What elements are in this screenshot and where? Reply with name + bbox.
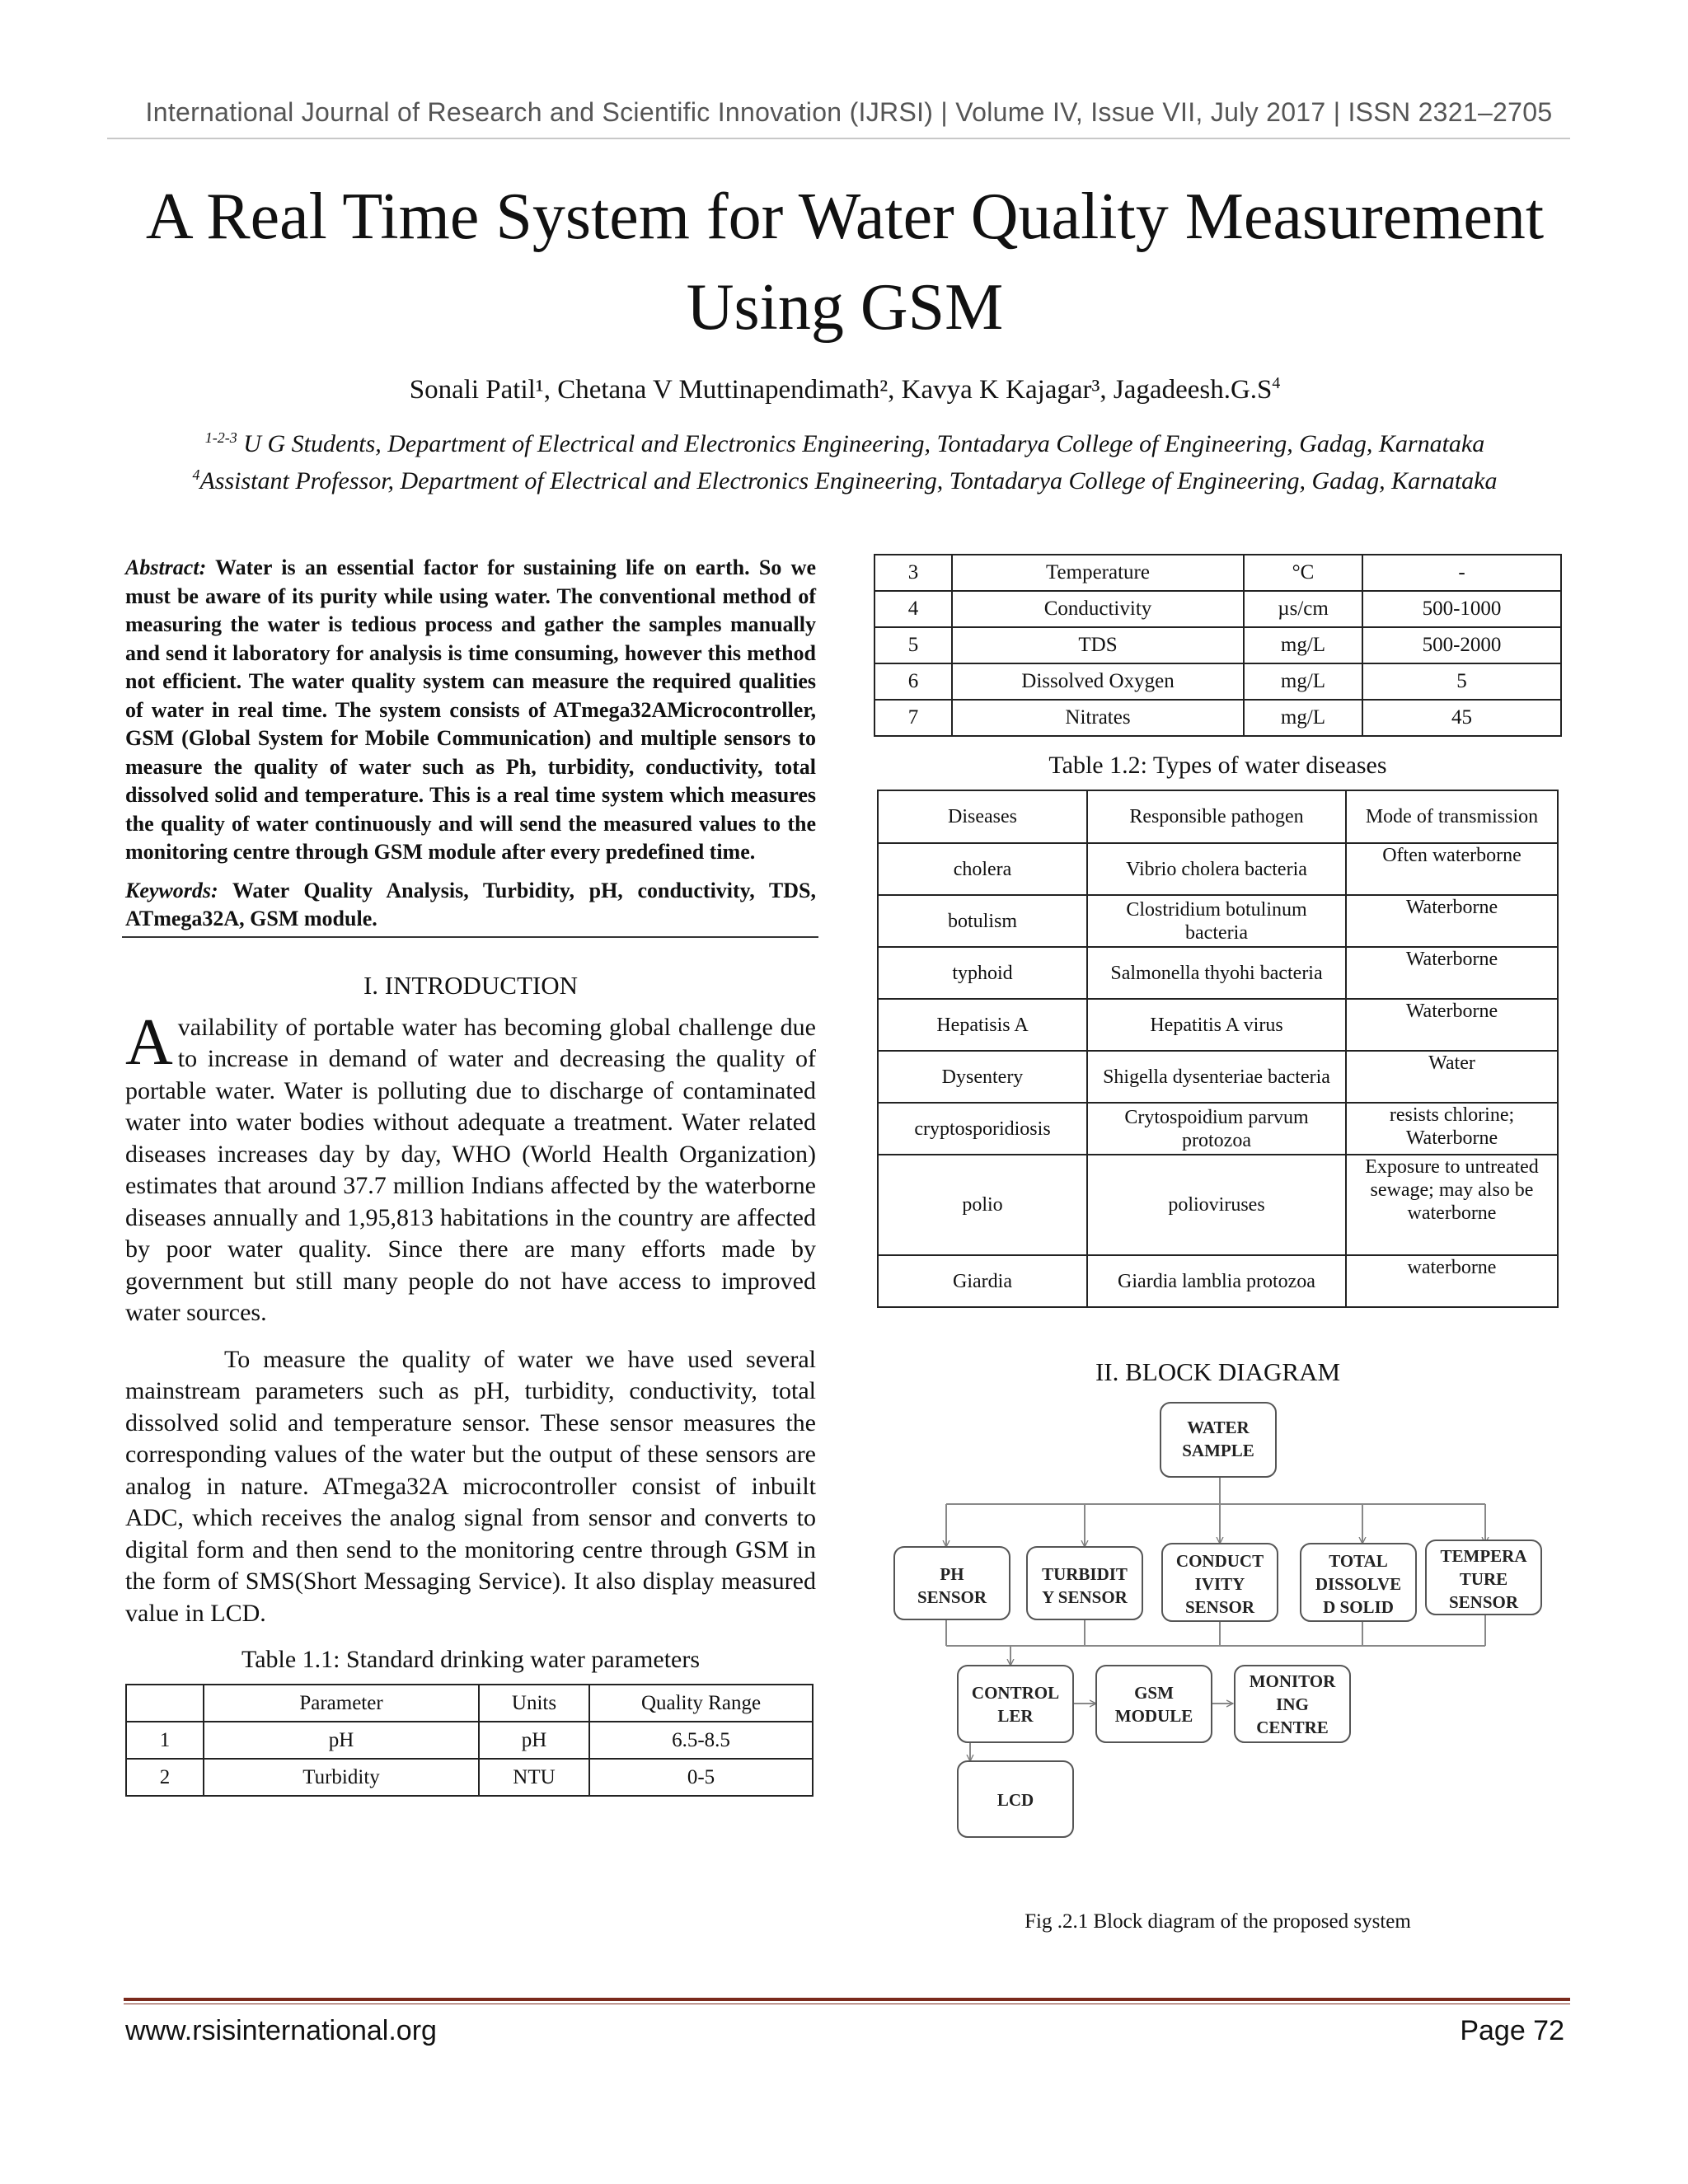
table-cell: pH <box>479 1722 589 1759</box>
table-cell: 5 <box>1362 663 1561 700</box>
label-line: TURE <box>1459 1569 1508 1589</box>
table-cell: Clostridium botulinum bacteria <box>1087 895 1346 947</box>
table-cell: Hepatitis A virus <box>1087 999 1346 1051</box>
table-cell: Crytospoidium parvum protozoa <box>1087 1103 1346 1155</box>
table-cell: Nitrates <box>952 700 1244 736</box>
table-cell: Giardia <box>878 1255 1087 1307</box>
table1-caption: Table 1.1: Standard drinking water parameters <box>241 1646 701 1673</box>
table-row <box>878 999 1558 1051</box>
table2-caption: Table 1.2: Types of water diseases <box>1048 752 1387 779</box>
table-cell: cholera <box>878 843 1087 895</box>
footer-divider <box>124 1998 1570 2001</box>
table-header-cell: Quality Range <box>589 1685 813 1722</box>
label-line: CONTROL <box>971 1683 1060 1703</box>
table-cell: Dysentery <box>878 1051 1087 1103</box>
abstract-text: Water is an essential factor for sustaining life on earth. So we must be aware of its purity while using water. The conventional method of measuring the water is tedious process and gather the samples manually and send it laboratory for analysis is time consuming, however this method not efficient. The water quality system can measure the required qualities of water in real time. The system consists of ATmega32AMicrocontroller, GSM (Global System for Mobile Communication) and multiple sensors to measure the quality of water such as Ph, turbidity, conductivity, total dissolved solid and temperature. This is a real time system which measures the quality of water continuously and will send the measured values to the monitoring centre through GSM module after every predefined time. <box>125 555 816 864</box>
table-cell: Conductivity <box>952 591 1244 627</box>
paper-title <box>82 171 1607 353</box>
table-cell: 45 <box>1362 700 1561 736</box>
table-row <box>878 1255 1558 1307</box>
water-parameters-table-continued <box>874 554 1562 737</box>
affiliation-1 <box>82 430 1607 458</box>
gsm-module-block <box>1096 1666 1212 1742</box>
abstract <box>125 554 816 867</box>
header-divider <box>107 138 1570 139</box>
table-cell: mg/L <box>1244 627 1362 663</box>
label-line: PH <box>940 1564 964 1584</box>
table-header-cell: Units <box>479 1685 589 1722</box>
table-cell: - <box>1362 555 1561 591</box>
affiliation-2-sup: 4 <box>192 466 200 483</box>
table-cell: 5 <box>874 627 952 663</box>
right-column <box>874 554 1562 1933</box>
table-row <box>874 663 1561 700</box>
table-row <box>126 1759 813 1796</box>
table-header-cell: Diseases <box>878 790 1087 843</box>
label-line: MODULE <box>1114 1706 1193 1726</box>
table-header-row <box>126 1685 813 1722</box>
table-cell: Turbidity <box>204 1759 479 1796</box>
table-cell: resists chlorine; Waterborne <box>1346 1103 1558 1155</box>
table-row <box>874 591 1561 627</box>
table-header-cell: Responsible pathogen <box>1087 790 1346 843</box>
table-row <box>878 947 1558 999</box>
table-cell: Shigella dysenteriae bacteria <box>1087 1051 1346 1103</box>
table-cell: 500-1000 <box>1362 591 1561 627</box>
table-cell: cryptosporidiosis <box>878 1103 1087 1155</box>
table-header-row <box>878 790 1558 843</box>
intro-paragraph-2: To measure the quality of water we have used several mainstream parameters such as pH, turbidity, conductivity, total dissolved solid and temperature sensor. These sensor measures the corresponding values of the water but the output of these sensors are analog in nature. ATmega32A microcontroller consist of inbuilt ADC, which receives the analog signal from sensor and converts to digital form and then send to the monitoring centre through GSM in the form of SMS(Short Messaging Service). It also display measured value in LCD. <box>125 1345 816 1627</box>
table-cell: Dissolved Oxygen <box>952 663 1244 700</box>
table-row <box>878 843 1558 895</box>
block-diagram-svg <box>874 1399 1562 1905</box>
table-cell: Water <box>1346 1051 1558 1103</box>
label-line: DISSOLVE <box>1315 1574 1402 1594</box>
controller-block <box>958 1666 1073 1742</box>
table-cell: Waterborne <box>1346 947 1558 999</box>
label-line: SAMPLE <box>1182 1441 1254 1460</box>
label-line: IVITY <box>1194 1574 1245 1594</box>
table-header-cell: Mode of transmission <box>1346 790 1558 843</box>
block-diagram-heading: II. BLOCK DIAGRAM <box>1095 1357 1341 1386</box>
table-cell: 1 <box>126 1722 204 1759</box>
table-cell: Temperature <box>952 555 1244 591</box>
table-row <box>874 700 1561 736</box>
affiliation-1-text: U G Students, Department of Electrical and Electronics Engineering, Tontadarya College of Engineering, Gadag, Karnataka <box>237 430 1485 457</box>
table-cell: Exposure to untreated sewage; may also be waterborne <box>1346 1155 1558 1255</box>
table-cell: Often waterborne <box>1346 843 1558 895</box>
table-cell: 6 <box>874 663 952 700</box>
journal-header: International Journal of Research and Scientific Innovation (IJRSI) | Volume IV, Issue VII, July 2017 | ISSN 2321–2705 <box>145 97 1553 127</box>
table-cell: 7 <box>874 700 952 736</box>
label-line: TEMPERA <box>1440 1546 1527 1566</box>
authors-text: Sonali Patil¹, Chetana V Muttinapendimath², Kavya K Kajagar³, Jagadeesh.G.S <box>409 375 1273 405</box>
footer-website: www.rsisinternational.org <box>125 2015 437 2046</box>
table-cell: Salmonella thyohi bacteria <box>1087 947 1346 999</box>
table-cell: typhoid <box>878 947 1087 999</box>
keywords-text: Water Quality Analysis, Turbidity, pH, conductivity, TDS, ATmega32A, GSM module. <box>125 878 816 930</box>
keywords <box>125 877 816 933</box>
affiliation-1-sup: 1-2-3 <box>204 429 237 446</box>
table-row <box>874 627 1561 663</box>
table-row <box>874 555 1561 591</box>
label-line: SENSOR <box>917 1587 987 1607</box>
table-cell: NTU <box>479 1759 589 1796</box>
label-line: LER <box>997 1706 1034 1726</box>
intro-paragraph-1 <box>125 1005 816 1329</box>
keywords-label: Keywords: <box>125 878 218 902</box>
table-cell: Waterborne <box>1346 895 1558 947</box>
label-line: GSM <box>1134 1683 1174 1703</box>
table-cell: waterborne <box>1346 1255 1558 1307</box>
water-sample-block <box>1160 1403 1276 1477</box>
table-cell: 3 <box>874 555 952 591</box>
table-row <box>126 1722 813 1759</box>
table-cell: botulism <box>878 895 1087 947</box>
table-cell: 2 <box>126 1759 204 1796</box>
table-row <box>878 1051 1558 1103</box>
table-cell: pH <box>204 1722 479 1759</box>
table-cell: polioviruses <box>1087 1155 1346 1255</box>
table-cell: °C <box>1244 555 1362 591</box>
label-line: D SOLID <box>1323 1597 1394 1617</box>
label-line: SENSOR <box>1448 1592 1519 1612</box>
authors <box>82 375 1607 405</box>
abstract-label: Abstract: <box>125 555 207 579</box>
label-line: MONITOR <box>1249 1671 1336 1691</box>
label-line: TOTAL <box>1329 1551 1388 1571</box>
label-line: ING <box>1276 1694 1309 1714</box>
table-cell: mg/L <box>1244 663 1362 700</box>
keywords-divider <box>122 936 818 938</box>
affiliation-2-text: Assistant Professor, Department of Electrical and Electronics Engineering, Tontadarya College of Engineering, Gadag, Karnataka <box>199 467 1498 494</box>
label-line: SENSOR <box>1184 1597 1255 1617</box>
block-diagram <box>874 1399 1562 1905</box>
table-cell: 4 <box>874 591 952 627</box>
drop-cap: A <box>125 1005 173 1079</box>
affiliation-2 <box>82 467 1607 495</box>
intro-heading: I. INTRODUCTION <box>363 970 579 1000</box>
authors-sup: 4 <box>1272 374 1281 392</box>
table-cell: 500-2000 <box>1362 627 1561 663</box>
lcd-label: LCD <box>996 1790 1034 1810</box>
table-cell: µs/cm <box>1244 591 1362 627</box>
table-cell: TDS <box>952 627 1244 663</box>
table-row <box>878 1103 1558 1155</box>
water-parameters-table <box>125 1684 814 1797</box>
label-line: CENTRE <box>1256 1718 1329 1737</box>
title-line-1: A Real Time System for Water Quality Measurement <box>145 180 1545 253</box>
left-column <box>125 554 816 1797</box>
table-cell: Waterborne <box>1346 999 1558 1051</box>
table-cell: mg/L <box>1244 700 1362 736</box>
label-line: TURBIDIT <box>1042 1564 1128 1584</box>
title-line-2: Using GSM <box>686 271 1004 344</box>
label-line: CONDUCT <box>1175 1551 1264 1571</box>
water-diseases-table <box>877 790 1559 1308</box>
page-number: Page 72 <box>1460 2015 1564 2046</box>
table-header-cell <box>126 1685 204 1722</box>
table-cell: polio <box>878 1155 1087 1255</box>
table-cell: Hepatisis A <box>878 999 1087 1051</box>
table-cell: 0-5 <box>589 1759 813 1796</box>
table-header-cell: Parameter <box>204 1685 479 1722</box>
figure-caption: Fig .2.1 Block diagram of the proposed system <box>1025 1910 1411 1933</box>
intro-paragraph-1-text: vailability of portable water has becoming global challenge due to increase in demand of water and decreasing the quality of portable water. Water is polluting due to discharge of contaminated water into water bodies without adequate a treatment. Water related diseases increases day by day, WHO (World Health Organization) estimates that around 37.7 million Indians affected by the waterborne diseases annually and 1,95,813 habitations in the country are affected by poor water quality. Since there are many efforts made by government but still many people do not have access to improved water sources. <box>125 1013 816 1326</box>
table-cell: 6.5-8.5 <box>589 1722 813 1759</box>
label-line: Y SENSOR <box>1042 1587 1128 1607</box>
table-cell: Vibrio cholera bacteria <box>1087 843 1346 895</box>
table-cell: Giardia lamblia protozoa <box>1087 1255 1346 1307</box>
label-line: WATER <box>1187 1418 1250 1437</box>
table-row <box>878 895 1558 947</box>
table-row <box>878 1155 1558 1255</box>
